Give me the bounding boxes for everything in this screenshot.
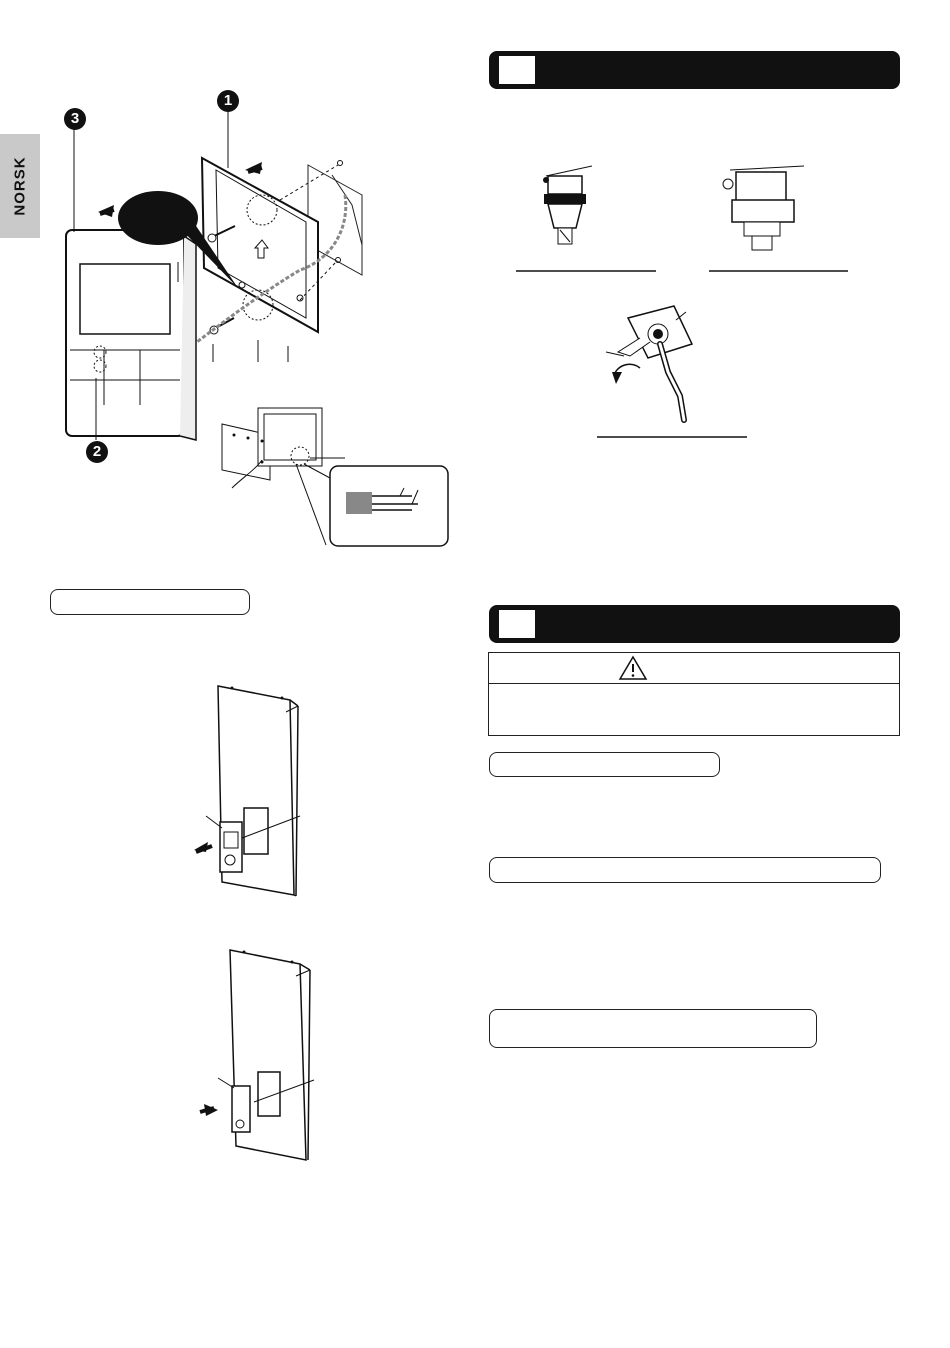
label-pill — [489, 1009, 817, 1048]
section-number-box — [499, 610, 535, 638]
callout-number: 3 — [64, 108, 86, 130]
callout-number: 2 — [86, 441, 108, 463]
language-tab-label: NORSK — [11, 156, 29, 216]
warning-triangle-icon — [619, 656, 647, 680]
label-pill — [489, 752, 720, 777]
section-header-bar — [489, 605, 900, 643]
callout-number: 1 — [217, 90, 239, 112]
warning-box — [488, 652, 900, 736]
label-pill — [489, 857, 881, 883]
warning-header — [489, 653, 899, 684]
